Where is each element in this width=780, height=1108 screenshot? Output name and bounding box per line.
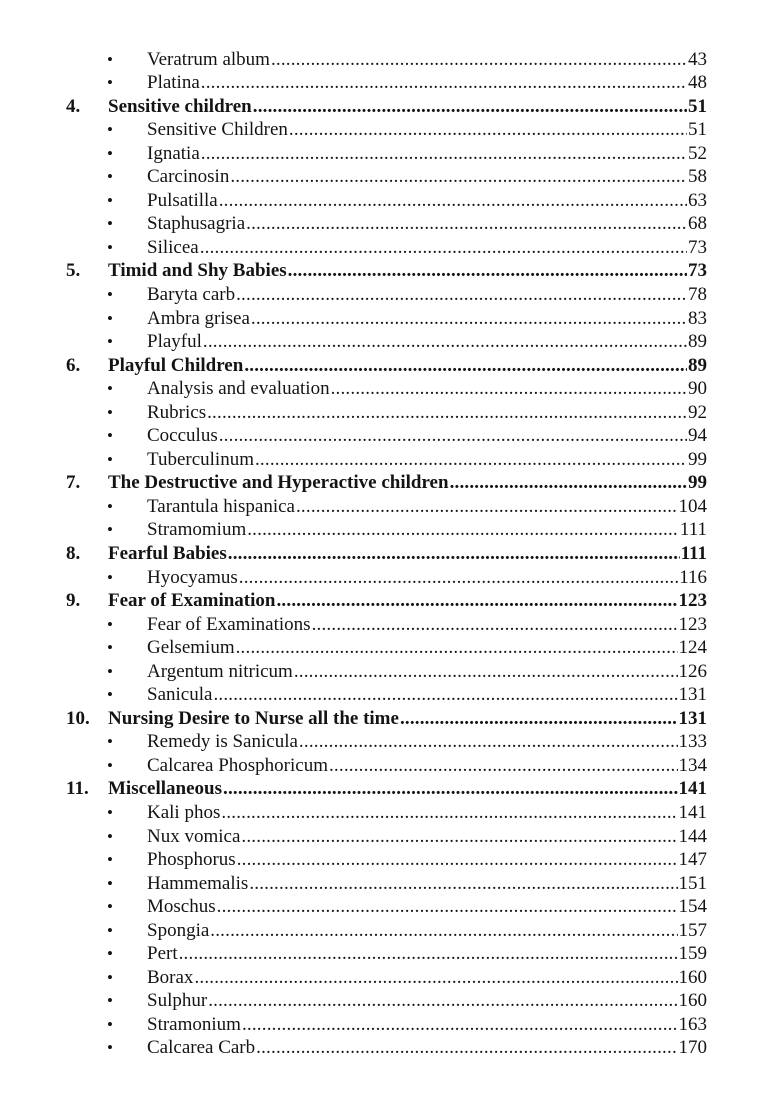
toc-item-title: Kali phos: [147, 802, 221, 823]
toc-page-number: 126: [678, 660, 707, 682]
toc-item: [0, 118, 707, 142]
table-of-contents: [0, 48, 780, 1061]
toc-item: [0, 189, 707, 213]
toc-item-title: Analysis and evaluation: [147, 378, 330, 400]
toc-item-title: Tarantula hispanica: [147, 495, 295, 517]
toc-item-title: Pulsatilla: [147, 189, 218, 211]
toc-item: [0, 401, 707, 425]
toc-item-title: Nux vomica: [147, 825, 241, 847]
toc-item: [0, 283, 707, 307]
bullet-icon: •: [107, 920, 113, 940]
toc-item: [0, 919, 707, 943]
toc-section-title: Miscellaneous: [108, 778, 222, 800]
toc-page-number: 58: [688, 166, 707, 188]
dot-leader: [331, 377, 687, 401]
bullet-icon: •: [107, 379, 113, 399]
bullet-icon: •: [107, 402, 113, 422]
toc-item: [0, 942, 707, 966]
dot-leader: [247, 518, 679, 542]
toc-item-title: Gelsemium: [147, 637, 235, 659]
toc-page-number: 170: [678, 1037, 707, 1059]
toc-item-title: Stramonium: [147, 1013, 241, 1035]
toc-section-title: Sensitive children: [108, 95, 252, 117]
toc-item: [0, 825, 707, 849]
toc-item-title: Rubrics: [147, 401, 207, 423]
toc-page-number: 78: [688, 283, 707, 305]
toc-page-number: 89: [688, 354, 707, 376]
toc-section: [0, 777, 707, 801]
dot-leader: [208, 989, 677, 1013]
toc-page-number: 51: [688, 119, 707, 141]
toc-page-number: 154: [678, 896, 707, 918]
bullet-icon: •: [107, 614, 113, 634]
toc-page-number: 141: [678, 802, 707, 823]
toc-section-number: 7.: [66, 472, 81, 494]
toc-page-number: 73: [688, 260, 707, 282]
toc-item: [0, 636, 707, 660]
toc-section-title: Timid and Shy Babies: [108, 260, 287, 282]
dot-leader: [201, 142, 687, 166]
bullet-icon: •: [107, 120, 113, 140]
dot-leader: [241, 825, 677, 849]
toc-page-number: 123: [678, 613, 707, 635]
toc-section-title: Playful Children: [108, 354, 244, 376]
toc-page-number: 51: [688, 95, 707, 117]
bullet-icon: •: [107, 449, 113, 469]
toc-item: [0, 307, 707, 331]
toc-item-title: Hammemalis: [147, 872, 249, 894]
toc-item: [0, 754, 707, 778]
bullet-icon: •: [107, 567, 113, 587]
toc-item-title: Calcarea Carb: [147, 1037, 256, 1059]
toc-item-title: Staphusagria: [147, 213, 246, 235]
bullet-icon: •: [107, 167, 113, 187]
toc-section: [0, 707, 707, 731]
toc-section-number: 6.: [66, 354, 81, 376]
toc-page-number: 90: [688, 378, 707, 400]
toc-item: [0, 424, 707, 448]
dot-leader: [237, 848, 678, 872]
toc-page-number: 83: [688, 307, 707, 329]
toc-item-title: Ignatia: [147, 142, 200, 164]
toc-page-number: 160: [678, 990, 707, 1012]
bullet-icon: •: [107, 991, 113, 1011]
toc-section-title: Fearful Babies: [108, 542, 227, 564]
toc-page-number: 144: [678, 825, 707, 847]
toc-page-number: 163: [678, 1013, 707, 1035]
toc-item-title: Carcinosin: [147, 166, 230, 188]
bullet-icon: •: [107, 850, 113, 870]
bullet-icon: •: [107, 967, 113, 987]
dot-leader: [201, 71, 687, 95]
toc-item: [0, 730, 707, 754]
dot-leader: [244, 354, 687, 378]
bullet-icon: •: [107, 944, 113, 964]
bullet-icon: •: [107, 520, 113, 540]
dot-leader: [400, 707, 678, 731]
toc-item: [0, 48, 707, 72]
bullet-icon: •: [107, 732, 113, 752]
toc-item-title: Sanicula: [147, 684, 213, 706]
toc-section: [0, 471, 707, 495]
toc-item: [0, 377, 707, 401]
toc-item: [0, 448, 707, 472]
dot-leader: [296, 495, 678, 519]
bullet-icon: •: [107, 638, 113, 658]
dot-leader: [228, 542, 680, 566]
dot-leader: [246, 212, 687, 236]
dot-leader: [294, 660, 678, 684]
toc-item: [0, 1013, 707, 1037]
toc-page-number: 63: [688, 189, 707, 211]
toc-section: [0, 542, 707, 566]
dot-leader: [255, 448, 687, 472]
dot-leader: [223, 777, 678, 801]
toc-section-title: Nursing Desire to Nurse all the time: [108, 707, 399, 729]
toc-item: [0, 660, 707, 684]
toc-item: [0, 1036, 707, 1060]
toc-item-title: Tuberculinum: [147, 448, 254, 470]
toc-section-title: The Destructive and Hyperactive children: [108, 472, 449, 494]
dot-leader: [179, 942, 678, 966]
toc-item-title: Fear of Examinations: [147, 613, 311, 635]
bullet-icon: •: [107, 755, 113, 775]
dot-leader: [450, 471, 687, 495]
toc-page-number: 104: [678, 495, 707, 517]
toc-item-title: Borax: [147, 966, 194, 988]
toc-item: [0, 495, 707, 519]
toc-item-title: Hyocyamus: [147, 566, 238, 588]
toc-item-title: Sensitive Children: [147, 119, 288, 141]
toc-item-title: Phosphorus: [147, 849, 236, 871]
toc-page-number: 116: [679, 566, 707, 588]
bullet-icon: •: [107, 873, 113, 893]
toc-item-title: Ambra grisea: [147, 307, 250, 329]
dot-leader: [242, 1013, 678, 1037]
bullet-icon: •: [107, 214, 113, 234]
dot-leader: [230, 165, 687, 189]
dot-leader: [312, 613, 678, 637]
toc-section: [0, 589, 707, 613]
toc-item-title: Playful: [147, 331, 202, 353]
toc-item-title: Platina: [147, 72, 200, 94]
toc-page-number: 124: [678, 637, 707, 659]
dot-leader: [194, 966, 677, 990]
toc-item: [0, 566, 707, 590]
dot-leader: [236, 283, 687, 307]
toc-section: [0, 354, 707, 378]
toc-item: [0, 683, 707, 707]
toc-item-title: Veratrum album: [147, 48, 270, 70]
toc-item: [0, 848, 707, 872]
toc-item: [0, 518, 707, 542]
toc-item: [0, 165, 707, 189]
dot-leader: [219, 424, 687, 448]
bullet-icon: •: [107, 73, 113, 93]
bullet-icon: •: [107, 190, 113, 210]
toc-item-title: Spongia: [147, 919, 210, 941]
toc-page-number: 131: [678, 707, 707, 729]
toc-section: [0, 259, 707, 283]
bullet-icon: •: [107, 685, 113, 705]
toc-item: [0, 71, 707, 95]
toc-page-number: 147: [678, 849, 707, 871]
dot-leader: [289, 118, 687, 142]
toc-item-title: Calcarea Phosphoricum: [147, 754, 328, 776]
toc-section-number: 10.: [66, 707, 90, 729]
dot-leader: [256, 1036, 677, 1060]
toc-item-title: Argentum nitricum: [147, 660, 293, 682]
toc-page-number: 159: [678, 943, 707, 965]
toc-item-title: Remedy is Sanicula: [147, 731, 298, 753]
toc-page-number: 52: [688, 142, 707, 164]
toc-page-number: 43: [688, 48, 707, 70]
bullet-icon: •: [107, 897, 113, 917]
toc-item-title: Stramomium: [147, 519, 247, 541]
bullet-icon: •: [107, 496, 113, 516]
toc-item: [0, 989, 707, 1013]
bullet-icon: •: [107, 143, 113, 163]
dot-leader: [236, 636, 678, 660]
dot-leader: [253, 95, 687, 119]
dot-leader: [219, 189, 687, 213]
dot-leader: [276, 589, 677, 613]
toc-page-number: 160: [678, 966, 707, 988]
dot-leader: [271, 48, 687, 72]
bullet-icon: •: [107, 332, 113, 352]
toc-page-number: 92: [688, 401, 707, 423]
dot-leader: [200, 236, 687, 260]
bullet-icon: •: [107, 826, 113, 846]
toc-page-number: 131: [678, 684, 707, 706]
toc-page-number: 111: [680, 542, 707, 564]
toc-page-number: 133: [678, 731, 707, 753]
toc-item-title: Cocculus: [147, 425, 218, 447]
dot-leader: [210, 919, 677, 943]
dot-leader: [239, 566, 678, 590]
toc-section-title: Fear of Examination: [108, 590, 276, 612]
toc-item-title: Sulphur: [147, 990, 208, 1012]
toc-page-number: 157: [678, 919, 707, 941]
bullet-icon: •: [107, 237, 113, 257]
toc-page-number: 48: [688, 72, 707, 94]
dot-leader: [249, 872, 677, 896]
toc-page-number: 151: [678, 872, 707, 894]
bullet-icon: •: [107, 661, 113, 681]
toc-page-number: 89: [688, 331, 707, 353]
bullet-icon: •: [107, 426, 113, 446]
toc-item: [0, 895, 707, 919]
toc-page-number: 123: [678, 590, 707, 612]
dot-leader: [207, 401, 687, 425]
dot-leader: [221, 801, 677, 825]
toc-page-number: 134: [678, 754, 707, 776]
toc-section-number: 4.: [66, 95, 81, 117]
bullet-icon: •: [107, 308, 113, 328]
toc-item-title: Baryta carb: [147, 283, 236, 305]
toc-item-title: Moschus: [147, 896, 216, 918]
bullet-icon: •: [107, 1014, 113, 1034]
toc-page-number: 141: [678, 778, 707, 800]
toc-item-title: Silicea: [147, 236, 199, 258]
dot-leader: [213, 683, 677, 707]
toc-page-number: 111: [679, 519, 707, 541]
bullet-icon: •: [107, 803, 113, 822]
toc-page-number: 73: [688, 236, 707, 258]
toc-section: [0, 95, 707, 119]
toc-item: [0, 966, 707, 990]
toc-item: [0, 212, 707, 236]
toc-item-title: Pert: [147, 943, 178, 965]
dot-leader: [251, 307, 687, 331]
toc-page-number: 99: [688, 448, 707, 470]
toc-section-number: 9.: [66, 590, 81, 612]
toc-section-number: 5.: [66, 260, 81, 282]
bullet-icon: •: [107, 284, 113, 304]
toc-item: [0, 801, 707, 825]
dot-leader: [288, 259, 687, 283]
toc-section-number: 11.: [66, 778, 89, 800]
toc-item: [0, 872, 707, 896]
toc-item: [0, 236, 707, 260]
dot-leader: [329, 754, 678, 778]
toc-item: [0, 330, 707, 354]
dot-leader: [203, 330, 687, 354]
bullet-icon: •: [107, 49, 113, 69]
toc-item: [0, 613, 707, 637]
toc-page-number: 68: [688, 213, 707, 235]
dot-leader: [299, 730, 678, 754]
toc-page-number: 94: [688, 425, 707, 447]
toc-page-number: 99: [688, 472, 707, 494]
dot-leader: [217, 895, 678, 919]
bullet-icon: •: [107, 1038, 113, 1058]
toc-item: [0, 142, 707, 166]
toc-section-number: 8.: [66, 542, 81, 564]
